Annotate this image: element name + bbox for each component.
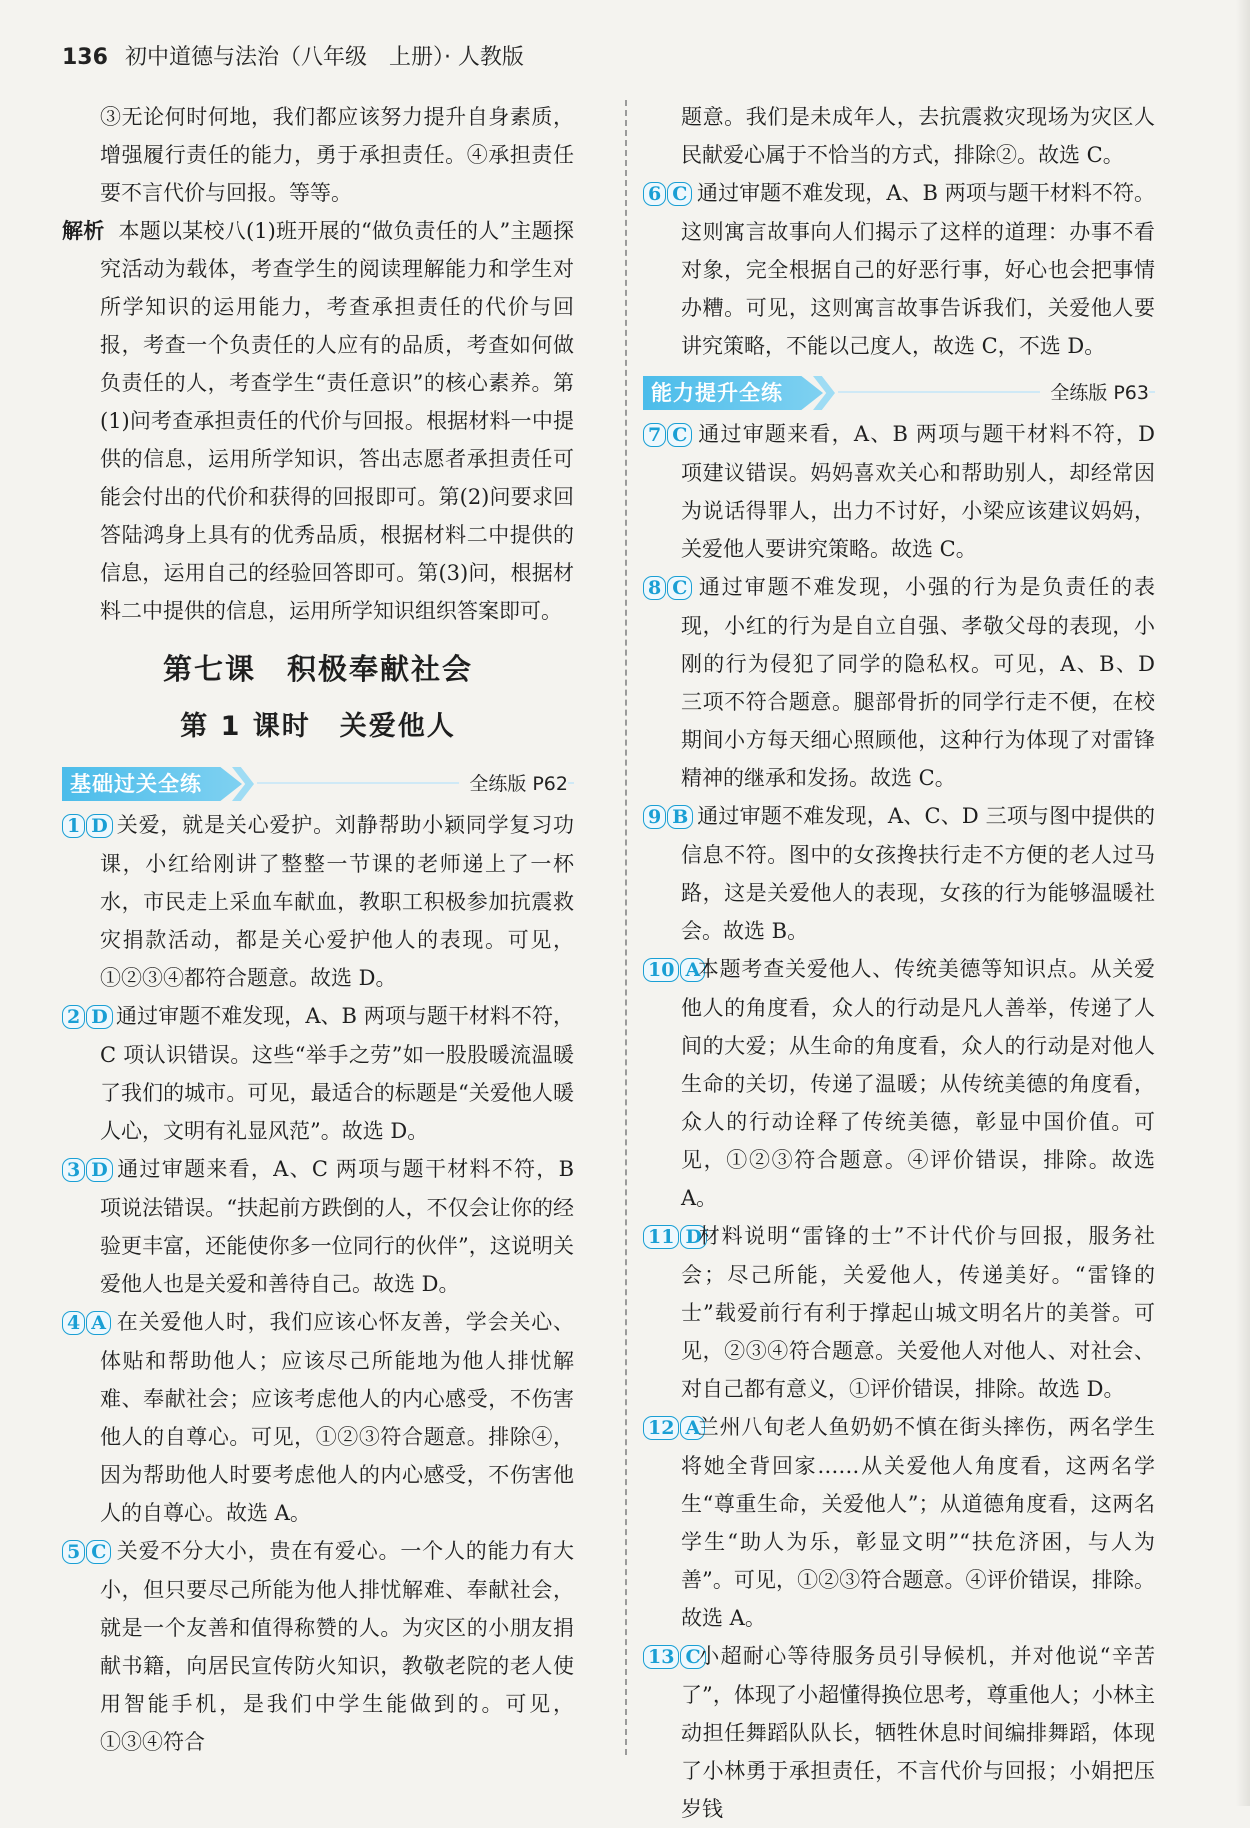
answer-badge: 12 A <box>643 1409 697 1447</box>
book-title: 初中道德与法治（八年级 上册）· 人教版 <box>124 45 524 70</box>
answer-badge: 8 C <box>643 569 697 607</box>
answer-text: 材料说明“雷锋的士”不计代价与回报，服务社会；尽己所能，关爱他人，传递美好。“雷锋的士”载爱前行有利于撑起山城文明名片的美誉。可见，②③④符合题意。关爱他人对他人、对社会、对自己都有意义，①评价错误，排除。故选 D。 <box>681 1224 1155 1401</box>
answer-badge: 11 D <box>643 1218 697 1256</box>
band-page-ref: 全练版 P63 <box>1040 376 1149 410</box>
answer-text: 通过审题不难发现，A、C、D 三项与图中提供的信息不符。图中的女孩搀扶行走不方便的老人过马路，这是关爱他人的表现，女孩的行为能够温暖社会。故选 B。 <box>681 804 1155 943</box>
answer-badge: 6 C <box>643 175 697 213</box>
band-label: 基础过关全练 <box>70 772 202 796</box>
band-label: 能力提升全练 <box>651 381 783 405</box>
answer-text: 通过审题不难发现，A、B 两项与题干材料不符，C 项认识错误。这些“举手之劳”如一股股暖流温暖了我们的城市。可见，最适合的标题是“关爱他人暖人心，文明有礼显风范”。故选 D。 <box>100 1004 574 1143</box>
answer-item <box>643 1217 1155 1408</box>
answer-item <box>62 806 574 997</box>
answer-item <box>643 1408 1155 1637</box>
answer-text: 通过审题来看，A、B 两项与题干材料不符，D 项建议错误。妈妈喜欢关心和帮助别人，却经常因为说话得罪人，出力不讨好，小梁应该建议妈妈，关爱他人要讲究策略。故选 C。 <box>681 422 1155 561</box>
answer-text: 本题考查关爱他人、传统美德等知识点。从关爱他人的角度看，众人的行动是凡人善举，传递了人间的大爱；从生命的角度看，众人的行动是对他人生命的关切，传递了温暖；从传统美德的角度看，众人的行动诠释了传统美德，彰显中国价值。可见，①②③符合题意。④评价错误，排除。故选 A。 <box>681 957 1155 1210</box>
answer-text: 关爱，就是关心爱护。刘静帮助小颖同学复习功课，小红给刚讲了整整一节课的老师递上了一杯水，市民走上采血车献血，教职工积极参加抗震救灾捐款活动，都是关心爱护他人的表现。可见，①②③④都符合题意。故选 D。 <box>100 813 574 990</box>
practice-band-advanced <box>643 373 1155 411</box>
answer-text: 小超耐心等待服务员引导候机，并对他说“辛苦了”，体现了小超懂得换位思考，尊重他人；小林主动担任舞蹈队队长，牺牲休息时间编排舞蹈，体现了小林勇于承担责任，不言代价与回报；小娟把压岁钱 <box>681 1644 1155 1821</box>
answer-text: 在关爱他人时，我们应该心怀友善，学会关心、体贴和帮助他人；应该尽己所能地为他人排忧解难、奉献社会；应该考虑他人的内心感受，不伤害他人的自尊心。可见，①②③符合题意。排除④，因为帮助他人时要考虑他人的内心感受，不伤害他人的自尊心。故选 A。 <box>100 1310 574 1525</box>
answer-badge: 2 D <box>62 998 116 1036</box>
answer-item <box>62 1150 574 1303</box>
answer-text: 通过审题来看，A、C 两项与题干材料不符，B 项说法错误。“扶起前方跌倒的人，不仅会让你的经验更丰富，还能使你多一位同行的伙伴”，这说明关爱他人也是关爱和善待自己。故选 D。 <box>100 1157 574 1296</box>
answer-badge: 7 C <box>643 416 697 454</box>
right-column <box>643 98 1155 1828</box>
answer-badge: 10 A <box>643 951 697 989</box>
answer-item <box>643 415 1155 568</box>
practice-band-basic <box>62 764 574 802</box>
answer-item <box>643 568 1155 797</box>
analysis-text: 本题以某校八(1)班开展的“做负责任的人”主题探究活动为载体，考查学生的阅读理解能力和学生对所学知识的运用能力，考查承担责任的代价与回报，考查一个负责任的人应有的品质，考查如何做负责任的人，考查学生“责任意识”的核心素养。第(1)问考查承担责任的代价与回报。根据材料一中提供的信息，运用所学知识，答出志愿者承担责任可能会付出的代价和获得的回报即可。第(2)问要求回答陆鸿身上具有的优秀品质，根据材料二中提供的信息，运用自己的经验回答即可。第(3)问，根据材料二中提供的信息，运用所学知识组织答案即可。 <box>100 219 575 623</box>
answer-badge: 3 D <box>62 1151 116 1189</box>
section-title: 第 1 课时 关爱他人 <box>180 711 456 742</box>
band-page-ref: 全练版 P62 <box>459 767 568 801</box>
answer-badge: 9 B <box>643 798 697 836</box>
answer-text: 通过审题不难发现，A、B 两项与题干材料不符。这则寓言故事向人们揭示了这样的道理：办事不看对象，完全根据自己的好恶行事，好心也会把事情办糟。可见，这则寓言故事告诉我们，关爱他人要讲究策略，不能以己度人，故选 C，不选 D。 <box>681 181 1155 358</box>
left-column <box>62 98 574 1761</box>
page-edge-shadow <box>1236 0 1250 1806</box>
analysis-label: 解析 <box>62 219 105 243</box>
answer-item <box>62 1532 574 1761</box>
page-number: 136 <box>62 45 108 70</box>
answer-text: 通过审题不难发现，小强的行为是负责任的表现，小红的行为是自立自强、孝敬父母的表现，小刚的行为侵犯了同学的隐私权。可见，A、B、D 三项不符合题意。腿部骨折的同学行走不便，在校期间小方每天细心照顾他，这种行为体现了对雷锋精神的继承和发扬。故选 C。 <box>681 575 1155 790</box>
answer-text: 关爱不分大小，贵在有爱心。一个人的能力有大小，但只要尽己所能为他人排忧解难、奉献社会，就是一个友善和值得称赞的人。为灾区的小朋友捐献书籍，向居民宣传防火知识，教敬老院的老人使用智能手机，是我们中学生能做到的。可见，①③④符合 <box>100 1539 574 1754</box>
column-divider <box>625 100 627 1755</box>
page-header <box>62 40 524 71</box>
continuation-paragraph: ③无论何时何地，我们都应该努力提升自身素质，增强履行责任的能力，勇于承担责任。④承担责任要不言代价与回报。等等。 <box>100 105 574 205</box>
analysis-paragraph <box>62 212 574 630</box>
answer-item <box>643 950 1155 1217</box>
answer-item <box>643 174 1155 365</box>
answer-badge: 5 C <box>62 1533 116 1571</box>
lesson-title: 第七课 积极奉献社会 <box>162 652 473 686</box>
answer-item <box>643 1637 1155 1828</box>
answer-badge: 13 C <box>643 1638 697 1676</box>
answer-item <box>643 797 1155 950</box>
answer-badge: 1 D <box>62 807 116 845</box>
answer-badge: 4 A <box>62 1304 116 1342</box>
answer-item <box>62 1303 574 1532</box>
continuation-paragraph: 题意。我们是未成年人，去抗震救灾现场为灾区人民献爱心属于不恰当的方式，排除②。故选 C。 <box>681 105 1155 167</box>
answer-item <box>62 997 574 1150</box>
answer-text: 兰州八旬老人鱼奶奶不慎在街头摔伤，两名学生将她全背回家……从关爱他人角度看，这两名学生“尊重生命，关爱他人”；从道德角度看，这两名学生“助人为乐，彰显文明”“扶危济困，与人为善”。可见，①②③符合题意。④评价错误，排除。故选 A。 <box>681 1415 1155 1630</box>
